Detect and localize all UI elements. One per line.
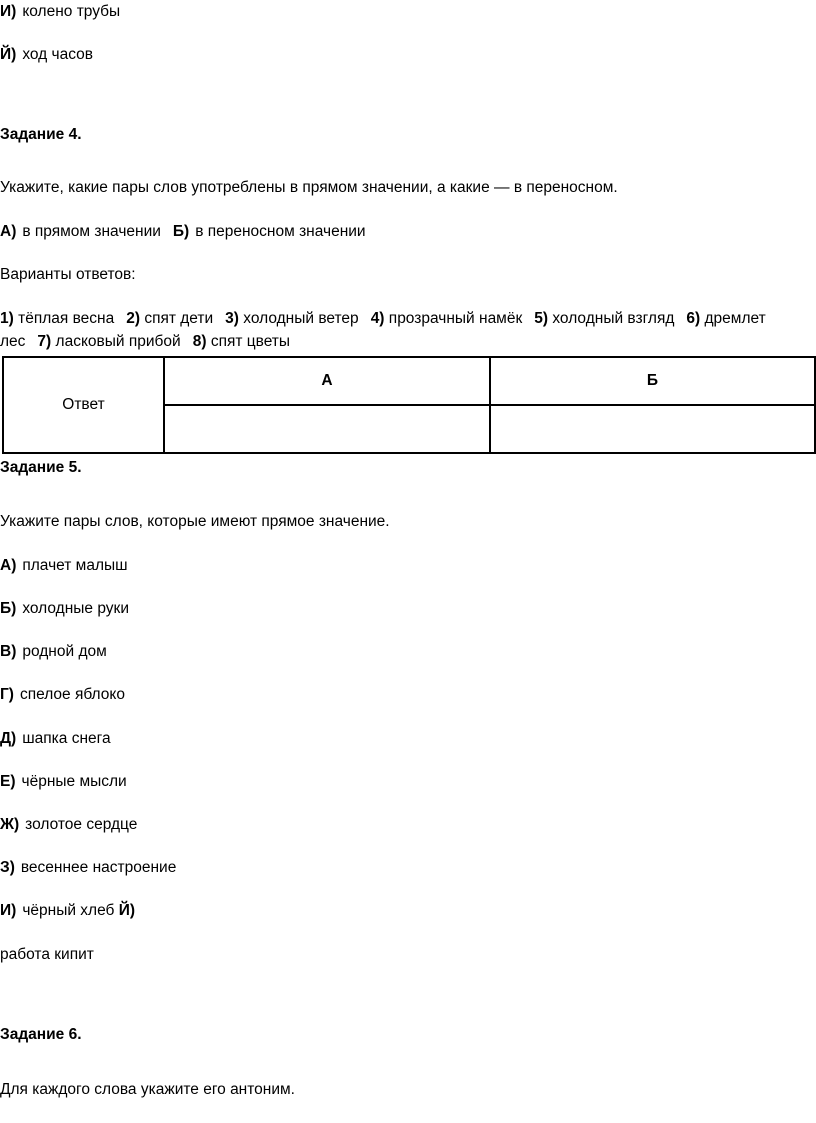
item-text: работа кипит: [0, 946, 94, 963]
item-letter: Е): [0, 773, 16, 790]
answer-cell-a[interactable]: [164, 405, 490, 453]
item-letter: В): [0, 643, 17, 660]
task4-categories: [0, 222, 366, 242]
task6-title: Задание 6.: [0, 1026, 82, 1043]
item-text: чёрный хлеб: [22, 902, 115, 919]
task4-options-line1: [0, 309, 766, 329]
item-text: золотое сердце: [25, 816, 138, 833]
item-letter: И): [0, 3, 17, 20]
item-letter: И): [0, 902, 17, 919]
task5-item-v: [0, 642, 107, 662]
item-text: колено трубы: [22, 3, 121, 20]
option-num: 5): [534, 310, 549, 327]
category-b-letter: Б): [172, 223, 190, 240]
task5-item-b: [0, 599, 129, 619]
option-text: спят цветы: [210, 333, 291, 350]
option-text: дремлет: [704, 310, 766, 327]
answer-cell-b[interactable]: [490, 405, 815, 453]
item-text: холодные руки: [22, 600, 129, 617]
item-text: шапка снега: [22, 730, 111, 747]
item-letter: Г): [0, 686, 14, 703]
task5-item-e: [0, 772, 127, 792]
item-text: чёрные мысли: [21, 773, 127, 790]
option-text: холодный ветер: [243, 310, 359, 327]
item-text: родной дом: [22, 643, 107, 660]
item-text: весеннее настроение: [20, 859, 177, 876]
answer-table: [2, 356, 816, 454]
item-letter: Б): [0, 600, 17, 617]
option-text: лес: [0, 333, 26, 350]
item-letter: Д): [0, 730, 17, 747]
option-num: 4): [370, 310, 385, 327]
option-text: тёплая весна: [18, 310, 115, 327]
item-letter: А): [0, 557, 17, 574]
item-letter: З): [0, 859, 15, 876]
task4-title: Задание 4.: [0, 126, 82, 143]
option-num: 7): [37, 333, 52, 350]
option-num: 8): [192, 333, 207, 350]
task6-instruction: Для каждого слова укажите его антоним.: [0, 1081, 295, 1098]
item-text: ход часов: [22, 46, 93, 63]
task5-item-i: [0, 901, 135, 921]
task5-item-zh: [0, 815, 137, 835]
column-header-b: Б: [490, 357, 815, 405]
answer-row-label: Ответ: [3, 357, 164, 453]
task5-item-g: [0, 685, 125, 705]
task4-instruction: Укажите, какие пары слов употреблены в прямом значении, а какие — в переносном.: [0, 179, 618, 196]
task5-title: Задание 5.: [0, 459, 82, 476]
task5-instruction: Укажите пары слов, которые имеют прямое значение.: [0, 513, 390, 530]
option-num: 6): [686, 310, 701, 327]
option-num: 3): [225, 310, 239, 327]
option-text: прозрачный намёк: [388, 310, 523, 327]
task5-item-j: [0, 945, 94, 965]
prev-item-j: [0, 45, 93, 65]
category-a-text: в прямом значении: [22, 223, 161, 240]
option-num: 1): [0, 310, 14, 327]
option-text: холодный взгляд: [552, 310, 675, 327]
item-letter: Й): [0, 46, 17, 63]
column-header-a: А: [164, 357, 490, 405]
task5-item-d: [0, 729, 111, 749]
task4-options-line2: [0, 332, 290, 352]
task4-variants-label: Варианты ответов:: [0, 266, 136, 283]
prev-item-i: [0, 2, 120, 22]
option-text: спят дети: [144, 310, 214, 327]
item-letter: Ж): [0, 816, 20, 833]
option-text: ласковый прибой: [55, 333, 181, 350]
category-a-letter: А): [0, 223, 17, 240]
option-num: 2): [126, 310, 140, 327]
task5-item-a: [0, 556, 128, 576]
item-text: спелое яблоко: [19, 686, 125, 703]
category-b-text: в переносном значении: [195, 223, 366, 240]
item-text: плачет малыш: [22, 557, 128, 574]
item-letter: Й): [118, 902, 136, 919]
task5-item-z: [0, 858, 176, 878]
